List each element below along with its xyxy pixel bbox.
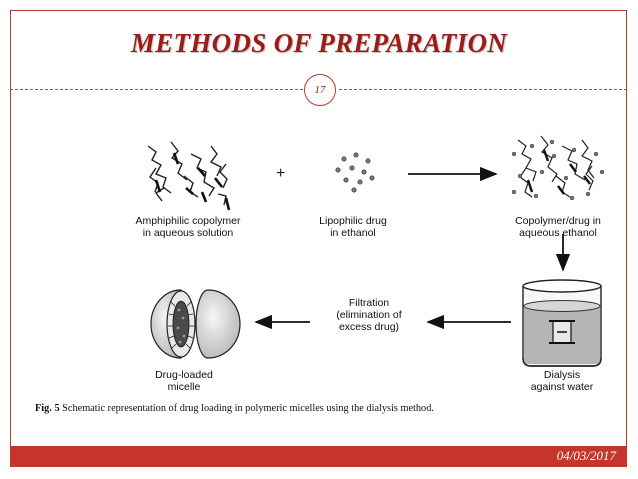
title-divider-right bbox=[339, 89, 627, 90]
title-divider-left bbox=[10, 89, 303, 90]
drug-label-line1: Lipophilic drug bbox=[319, 215, 387, 227]
drug-label-line2: in ethanol bbox=[330, 227, 376, 239]
filtration-label-line1: Filtration bbox=[348, 297, 390, 309]
dialysis-method-figure bbox=[26, 106, 613, 422]
figure-caption bbox=[35, 403, 434, 414]
dialysis-label-line1: Dialysis bbox=[543, 369, 581, 381]
drug-particles-graphic bbox=[336, 153, 374, 192]
figure-caption-text: Schematic representation of drug loading in polymeric micelles using the dialysis method. bbox=[59, 403, 434, 414]
copolymer-label-line2: in aqueous solution bbox=[142, 227, 234, 239]
filtration-label-line2: (elimination of bbox=[336, 309, 402, 321]
copolymer-hydrophobic-segments bbox=[156, 153, 229, 210]
slide-date: 04/03/2017 bbox=[556, 448, 616, 463]
copolymer-label-line1: Amphiphilic copolymer bbox=[135, 215, 241, 227]
micelle-label-line2: micelle bbox=[167, 381, 201, 393]
dialysis-label-line2: against water bbox=[530, 381, 594, 393]
footer-bar bbox=[10, 446, 627, 467]
copolymer-chains-graphic bbox=[148, 142, 227, 205]
micelle-graphic bbox=[151, 290, 240, 358]
plus-sign: + bbox=[276, 165, 286, 182]
page-number-badge: 17 bbox=[304, 74, 336, 106]
slide-title: METHODS OF PREPARATION bbox=[130, 28, 508, 58]
micelle-label-line1: Drug-loaded bbox=[155, 369, 213, 381]
mixture-label-line2: aqueous ethanol bbox=[519, 227, 597, 239]
dialysis-diagram bbox=[26, 106, 613, 422]
dialysis-beaker-graphic bbox=[523, 280, 601, 366]
figure-caption-label: Fig. 5 bbox=[35, 403, 60, 414]
mixture-graphic bbox=[512, 136, 604, 200]
filtration-label-line3: excess drug) bbox=[338, 321, 400, 333]
mixture-label-line1: Copolymer/drug in bbox=[515, 215, 601, 227]
